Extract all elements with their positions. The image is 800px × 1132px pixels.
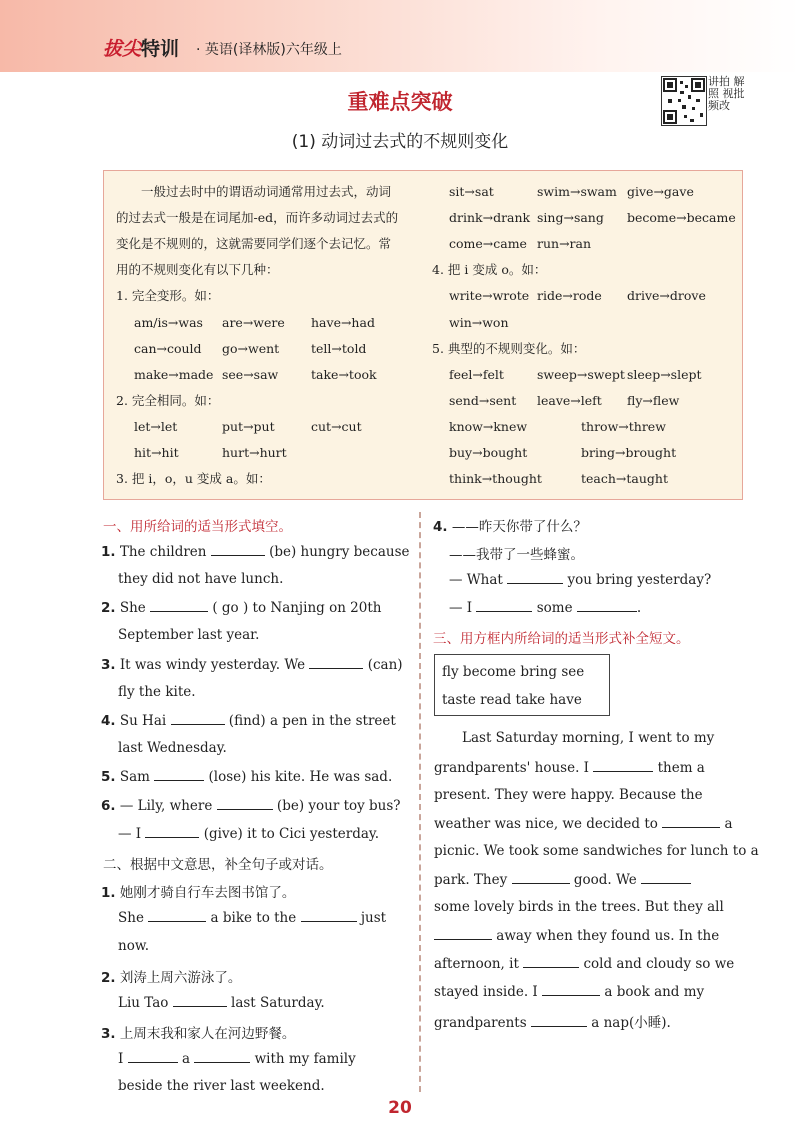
word-pair: write→wrote: [449, 288, 530, 303]
passage-text: away when they found us. In the: [496, 928, 720, 944]
passage-line: [434, 983, 704, 1000]
section-1-title: 一、用所给词的适当形式填空。: [103, 519, 292, 535]
answer-blank[interactable]: [154, 768, 204, 781]
question-6-cont: [118, 825, 379, 842]
answer-blank[interactable]: [641, 871, 691, 884]
word-pair: feel→felt: [449, 367, 504, 382]
word-pair: know→knew: [449, 419, 528, 434]
passage-text: grandparents: [434, 1015, 527, 1031]
word-bank-row-2: taste read take have: [442, 692, 582, 708]
word-pair: bring→brought: [581, 445, 677, 460]
passage-text: park. They: [434, 872, 508, 888]
passage-text: them a: [657, 760, 705, 776]
question-text: (lose) his kite. He was sad.: [208, 769, 393, 785]
question-text: (be) hungry because: [269, 544, 410, 560]
question-6: 6. — Lily, where (be) your toy bus?: [101, 798, 401, 814]
question-en-1: [118, 909, 386, 926]
word-pair: give→gave: [627, 184, 694, 199]
passage-text: weather was nice, we decided to: [434, 816, 658, 832]
word-pair: fly→flew: [627, 393, 680, 408]
word-pair: make→made: [134, 367, 214, 382]
qr-caption: 讲拍 解照 视批 频改: [708, 75, 745, 112]
word-pair: come→came: [449, 236, 527, 251]
question-cn-2: 2. 刘涛上周六游泳了。: [101, 970, 242, 986]
passage-line: [434, 871, 691, 888]
question-text: a bike to the: [210, 910, 297, 926]
rule-1-heading: 1. 完全变形。如：: [116, 288, 220, 303]
passage-line: [434, 955, 734, 972]
brand-part-1: 拔尖: [103, 38, 142, 60]
word-pair: sing→sang: [537, 210, 604, 225]
question-text: (find) a pen in the street: [228, 713, 396, 729]
question-4-cont: last Wednesday.: [118, 740, 227, 756]
question-text: Sam: [119, 769, 150, 785]
passage-line: [434, 1011, 671, 1031]
question-text: — I: [449, 600, 473, 616]
intro-line-3: 变化是不规则的，这就需要同学们逐个去记忆。常: [116, 236, 392, 251]
answer-blank[interactable]: [476, 599, 532, 612]
passage-line: some lovely birds in the trees. But they all: [434, 899, 724, 915]
question-text: a: [181, 1051, 190, 1067]
answer-blank[interactable]: [148, 909, 206, 922]
question-cn-4-b: ——我带了一些蜂蜜。: [449, 547, 584, 563]
question-text: (give) it to Cici yesterday.: [203, 826, 380, 842]
word-bank-row-1: fly become bring see: [442, 664, 585, 680]
word-pair: are→were: [222, 315, 285, 330]
page-title: 重难点突破: [347, 90, 453, 114]
word-pair: ride→rode: [537, 288, 602, 303]
word-pair: go→went: [222, 341, 280, 356]
question-text: 刘涛上周六游泳了。: [119, 970, 242, 986]
rule-5-heading: 5. 典型的不规则变化。如：: [432, 341, 586, 356]
word-pair: swim→swam: [537, 184, 617, 199]
passage-text: stayed inside. I: [434, 984, 538, 1000]
passage-text: a nap(小睡).: [591, 1015, 671, 1031]
word-pair: send→sent: [449, 393, 517, 408]
answer-blank[interactable]: [301, 909, 357, 922]
question-en-3: [118, 1050, 356, 1067]
question-en-1-cont: now.: [118, 938, 150, 954]
question-text: It was windy yesterday. We: [119, 657, 306, 673]
rule-4-heading: 4. 把 i 变成 o。如：: [432, 262, 547, 277]
question-text: She: [119, 600, 146, 616]
question-cn-1: 1. 她刚才骑自行车去图书馆了。: [101, 885, 296, 901]
passage-text: cold and cloudy so we: [583, 956, 735, 972]
question-text: 她刚才骑自行车去图书馆了。: [119, 885, 296, 901]
answer-blank[interactable]: [309, 656, 363, 669]
page-subtitle: (1) 动词过去式的不规则变化: [291, 132, 509, 152]
word-pair: can→could: [134, 341, 202, 356]
question-cn-4: 4. ——昨天你带了什么？: [433, 519, 587, 535]
word-pair: hurt→hurt: [222, 445, 287, 460]
answer-blank[interactable]: [128, 1050, 178, 1063]
passage-line: present. They were happy. Because the: [434, 787, 703, 803]
brand-logo: [103, 34, 179, 61]
passage-text: a book and my: [604, 984, 705, 1000]
intro-line-1: 一般过去时中的谓语动词通常用过去式，动词: [141, 184, 392, 199]
question-text: She: [118, 910, 144, 926]
question-3-cont: fly the kite.: [118, 684, 196, 700]
answer-blank[interactable]: [512, 871, 570, 884]
question-text: I: [118, 1051, 124, 1067]
question-text: ( go ) to Nanjing on 20th: [212, 600, 382, 616]
answer-blank[interactable]: [145, 825, 199, 838]
question-text: — I: [118, 826, 142, 842]
qr-code-icon[interactable]: [661, 76, 707, 126]
question-text: (be) your toy bus?: [276, 798, 401, 814]
word-pair: put→put: [222, 419, 275, 434]
word-pair: teach→taught: [581, 471, 668, 486]
passage-text: grandparents' house. I: [434, 760, 590, 776]
passage-text: a: [724, 816, 733, 832]
column-divider: [419, 512, 421, 1092]
question-text: you bring yesterday?: [567, 572, 712, 588]
passage-text: afternoon, it: [434, 956, 519, 972]
question-en-2: [118, 994, 325, 1011]
question-text: — What: [449, 572, 503, 588]
word-pair: buy→bought: [449, 445, 528, 460]
question-text: (can): [367, 657, 403, 673]
answer-blank[interactable]: [662, 815, 720, 828]
question-3: 3. It was windy yesterday. We (can): [101, 657, 403, 673]
intro-line-4: 用的不规则变化有以下几种：: [116, 262, 279, 277]
question-text: — Lily, where: [119, 798, 213, 814]
answer-blank[interactable]: [194, 1050, 250, 1063]
question-text: 上周末我和家人在河边野餐。: [119, 1026, 296, 1042]
question-cn-3: 3. 上周末我和家人在河边野餐。: [101, 1026, 296, 1042]
answer-blank[interactable]: [211, 543, 265, 556]
word-pair: tell→told: [311, 341, 367, 356]
intro-line-2: 的过去式一般是在词尾加-ed，而许多动词过去式的: [116, 210, 399, 225]
question-text: last Saturday.: [231, 995, 325, 1011]
word-pair: take→took: [311, 367, 377, 382]
word-pair: cut→cut: [311, 419, 362, 434]
word-pair: sleep→slept: [627, 367, 702, 382]
word-pair: throw→threw: [581, 419, 666, 434]
question-2: 2. She ( go ) to Nanjing on 20th: [101, 600, 382, 616]
word-pair: hit→hit: [134, 445, 179, 460]
answer-blank[interactable]: [434, 927, 492, 940]
passage-line: Last Saturday morning, I went to my: [462, 730, 715, 746]
word-pair: am/is→was: [134, 315, 203, 330]
question-text: with my family: [254, 1051, 356, 1067]
answer-blank[interactable]: [542, 983, 600, 996]
passage-line: [434, 759, 705, 776]
question-text: Liu Tao: [118, 995, 169, 1011]
word-pair: drink→drank: [449, 210, 531, 225]
question-text: The children: [119, 544, 207, 560]
answer-blank[interactable]: [577, 599, 637, 612]
question-text: Su Hai: [119, 713, 167, 729]
word-pair: think→thought: [449, 471, 542, 486]
question-en-4: [449, 571, 711, 588]
question-4: 4. Su Hai (find) a pen in the street: [101, 713, 396, 729]
word-pair: drive→drove: [627, 288, 706, 303]
question-text: some: [536, 600, 573, 616]
word-pair: become→became: [627, 210, 736, 225]
question-1-cont: they did not have lunch.: [118, 571, 284, 587]
answer-blank[interactable]: [217, 797, 273, 810]
book-series: · 英语(译林版)六年级上: [196, 42, 342, 58]
page-number: 20: [388, 1098, 412, 1118]
question-5: 5. Sam (lose) his kite. He was sad.: [101, 769, 393, 785]
passage-line: picnic. We took some sandwiches for lunch to a: [434, 843, 759, 859]
question-text: .: [636, 600, 642, 616]
section-3-title: 三、用方框内所给词的适当形式补全短文。: [433, 631, 690, 647]
answer-blank[interactable]: [593, 759, 653, 772]
word-pair: run→ran: [537, 236, 592, 251]
word-pair: leave→left: [537, 393, 602, 408]
word-pair: let→let: [134, 419, 178, 434]
answer-blank[interactable]: [523, 955, 579, 968]
answer-blank[interactable]: [171, 712, 225, 725]
answer-blank[interactable]: [531, 1014, 587, 1027]
question-1: 1. The children (be) hungry because: [101, 544, 410, 560]
word-pair: sweep→swept: [537, 367, 625, 382]
brand-part-2: 特训: [141, 38, 180, 60]
question-2-cont: September last year.: [118, 627, 260, 643]
passage-text: good. We: [573, 872, 637, 888]
word-pair: have→had: [311, 315, 375, 330]
word-pair: sit→sat: [449, 184, 494, 199]
answer-blank[interactable]: [150, 599, 208, 612]
question-en-3-cont: beside the river last weekend.: [118, 1078, 325, 1094]
question-en-4-b: [449, 599, 641, 616]
question-text: just: [360, 910, 387, 926]
question-text: ——昨天你带了什么？: [451, 519, 587, 535]
answer-blank[interactable]: [173, 994, 227, 1007]
passage-line: [434, 815, 733, 832]
rule-3-heading: 3. 把 i，o，u 变成 a。如：: [116, 471, 271, 486]
word-pair: see→saw: [222, 367, 279, 382]
rule-2-heading: 2. 完全相同。如：: [116, 393, 220, 408]
passage-line: [434, 927, 719, 944]
answer-blank[interactable]: [507, 571, 563, 584]
word-pair: win→won: [449, 315, 509, 330]
section-2-title: 二、根据中文意思，补全句子或对话。: [103, 857, 333, 873]
